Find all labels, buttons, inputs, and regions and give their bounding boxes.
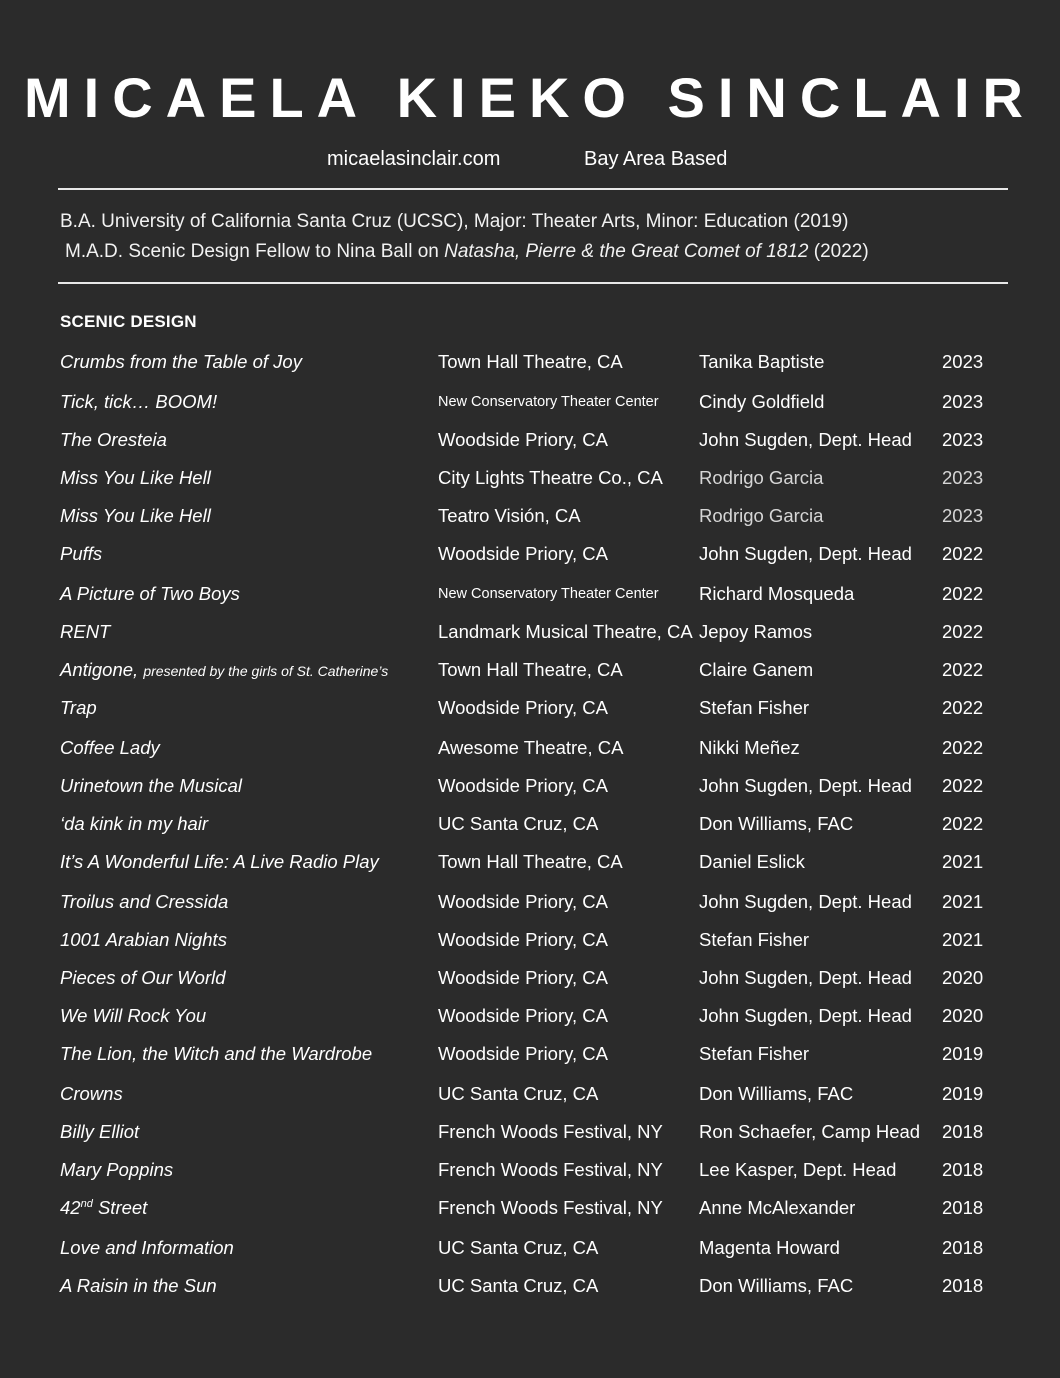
education-degree: B.A. University of California Santa Cruz (UCSC), Major: Theater Arts, Minor: Education (2019) — [60, 211, 849, 232]
credit-title-text: RENT — [60, 621, 111, 642]
credit-venue: UC Santa Cruz, CA — [438, 1275, 599, 1296]
credit-year: 2023 — [942, 391, 984, 412]
credit-venue: UC Santa Cruz, CA — [438, 813, 599, 834]
resume-name: MICAELA KIEKO SINCLAIR — [24, 66, 1036, 129]
credit-director: Magenta Howard — [699, 1237, 840, 1258]
credit-venue: Woodside Priory, CA — [438, 1043, 608, 1064]
fellowship-show: Natasha, Pierre & the Great Comet of 1812 — [444, 241, 809, 262]
credit-title-text: Crumbs from the Table of Joy — [60, 351, 302, 372]
credit-row — [0, 847, 1060, 877]
credit-title-text: A Picture of Two Boys — [60, 583, 240, 604]
credit-venue: New Conservatory Theater Center — [438, 394, 659, 410]
credit-title-note: presented by the girls of St. Catherine’s — [143, 663, 389, 679]
credit-title — [60, 847, 379, 877]
fellowship-prefix: M.A.D. Scenic Design Fellow to Nina Ball on — [65, 241, 439, 262]
credit-title-text: A Raisin in the Sun — [60, 1275, 217, 1296]
credit-title — [60, 539, 102, 569]
credit-title — [60, 347, 302, 377]
credit-title — [60, 1117, 139, 1147]
credit-row — [0, 579, 1060, 609]
credit-title-text: Puffs — [60, 543, 103, 564]
credit-title-text: ‘da kink in my hair — [60, 813, 209, 834]
credit-row — [0, 387, 1060, 417]
credit-venue: Teatro Visión, CA — [438, 505, 581, 526]
credit-title-rest: Street — [92, 1197, 148, 1218]
credit-venue: Woodside Priory, CA — [438, 429, 608, 450]
credit-title — [60, 579, 240, 609]
credit-title-text: Billy Elliot — [60, 1121, 140, 1142]
credit-director: Ron Schaefer, Camp Head — [699, 1121, 921, 1142]
credit-title-text: Miss You Like Hell — [60, 467, 211, 488]
credit-row — [0, 733, 1060, 763]
credit-row — [0, 501, 1060, 531]
credit-row — [0, 1233, 1060, 1263]
credit-director: Stefan Fisher — [699, 697, 810, 718]
credit-title — [60, 1079, 123, 1109]
website-link[interactable]: micaelasinclair.com — [327, 148, 501, 170]
credit-title — [60, 617, 110, 647]
credit-year: 2022 — [942, 775, 984, 796]
credit-title-text: 42 — [60, 1197, 81, 1218]
credit-title — [60, 655, 388, 686]
credit-venue: French Woods Festival, NY — [438, 1121, 663, 1142]
credit-year: 2022 — [942, 813, 984, 834]
credit-title — [60, 887, 228, 917]
credit-venue: Town Hall Theatre, CA — [438, 659, 623, 680]
credit-row — [0, 963, 1060, 993]
section-title-scenic-design: SCENIC DESIGN — [60, 312, 197, 331]
credit-title — [60, 733, 160, 763]
credit-venue: French Woods Festival, NY — [438, 1159, 663, 1180]
credit-year: 2020 — [942, 1005, 984, 1026]
credit-title-text: Troilus and Cressida — [60, 891, 229, 912]
credit-title-superscript: nd — [80, 1197, 93, 1210]
credit-row — [0, 1271, 1060, 1301]
credit-director: Stefan Fisher — [699, 1043, 810, 1064]
credit-venue: Awesome Theatre, CA — [438, 737, 624, 758]
credit-director: John Sugden, Dept. Head — [699, 891, 912, 912]
credit-year: 2022 — [942, 621, 984, 642]
credit-venue: Woodside Priory, CA — [438, 543, 608, 564]
credit-year: 2021 — [942, 891, 984, 912]
credit-venue: French Woods Festival, NY — [438, 1197, 663, 1218]
credit-title — [60, 809, 208, 839]
credit-director: Anne McAlexander — [699, 1197, 856, 1218]
credit-year: 2022 — [942, 543, 984, 564]
credit-director: Jepoy Ramos — [699, 621, 813, 642]
credit-venue: UC Santa Cruz, CA — [438, 1237, 599, 1258]
credit-venue: Town Hall Theatre, CA — [438, 351, 623, 372]
credit-year: 2018 — [942, 1159, 984, 1180]
credit-year: 2018 — [942, 1237, 984, 1258]
credit-director: John Sugden, Dept. Head — [699, 1005, 912, 1026]
credit-title — [60, 1271, 217, 1301]
credit-venue: UC Santa Cruz, CA — [438, 1083, 599, 1104]
credit-row — [0, 1039, 1060, 1069]
credit-year: 2019 — [942, 1043, 984, 1064]
credit-year: 2019 — [942, 1083, 984, 1104]
credit-row — [0, 617, 1060, 647]
credit-director: John Sugden, Dept. Head — [699, 543, 912, 564]
credit-row — [0, 425, 1060, 455]
education-fellowship — [65, 240, 869, 264]
credit-director: Tanika Baptiste — [699, 351, 825, 372]
credit-row — [0, 809, 1060, 839]
credit-director: Rodrigo Garcia — [699, 505, 824, 526]
credit-year: 2021 — [942, 929, 984, 950]
credit-title — [60, 1039, 372, 1069]
credit-title-text: Crowns — [60, 1083, 123, 1104]
credit-year: 2022 — [942, 659, 984, 680]
header-divider — [58, 188, 1008, 190]
credit-title-text: Miss You Like Hell — [60, 505, 211, 526]
credit-venue: New Conservatory Theater Center — [438, 586, 659, 602]
credit-year: 2022 — [942, 697, 984, 718]
credit-venue: Woodside Priory, CA — [438, 929, 608, 950]
credit-title-text: Urinetown the Musical — [60, 775, 242, 796]
credit-title-text: Antigone, — [60, 659, 139, 680]
credit-row — [0, 1079, 1060, 1109]
credit-year: 2018 — [942, 1121, 984, 1142]
credit-row — [0, 925, 1060, 955]
credit-director: Richard Mosqueda — [699, 583, 855, 604]
location-text: Bay Area Based — [584, 148, 728, 170]
credit-row — [0, 539, 1060, 569]
credit-venue: Landmark Musical Theatre, CA — [438, 621, 693, 642]
credit-title-text: Pieces of Our World — [60, 967, 226, 988]
credit-title-text: Coffee Lady — [60, 737, 160, 758]
education-divider — [58, 282, 1008, 284]
credit-venue: Woodside Priory, CA — [438, 891, 608, 912]
credit-year: 2018 — [942, 1197, 984, 1218]
credit-director: John Sugden, Dept. Head — [699, 775, 912, 796]
credit-title-text: The Oresteia — [60, 429, 167, 450]
credit-director: John Sugden, Dept. Head — [699, 429, 912, 450]
credit-director: Nikki Meñez — [699, 737, 800, 758]
credit-venue: City Lights Theatre Co., CA — [438, 467, 663, 488]
credit-title-text: Love and Information — [60, 1237, 234, 1258]
credit-title — [60, 387, 217, 417]
credit-year: 2023 — [942, 505, 984, 526]
fellowship-year: (2022) — [813, 241, 869, 262]
credit-title — [60, 925, 227, 955]
credit-title — [60, 1233, 234, 1263]
credit-venue: Woodside Priory, CA — [438, 697, 608, 718]
credit-row — [0, 655, 1060, 685]
credit-title — [60, 463, 211, 493]
credit-year: 2021 — [942, 851, 984, 872]
credit-row — [0, 463, 1060, 493]
credit-row — [0, 887, 1060, 917]
credit-venue: Town Hall Theatre, CA — [438, 851, 623, 872]
credit-row — [0, 1117, 1060, 1147]
credit-title — [60, 501, 211, 531]
credit-year: 2018 — [942, 1275, 984, 1296]
credit-title-text: It’s A Wonderful Life: A Live Radio Play — [60, 851, 379, 872]
credit-title-text: Trap — [60, 697, 97, 718]
credit-director: Cindy Goldfield — [699, 391, 825, 412]
credit-title — [60, 963, 226, 993]
credit-title-text: The Lion, the Witch and the Wardrobe — [60, 1043, 373, 1064]
credit-title-text: Tick, tick… BOOM! — [60, 391, 218, 412]
credit-row — [0, 1193, 1060, 1223]
credit-title-text: Mary Poppins — [60, 1159, 174, 1180]
credit-venue: Woodside Priory, CA — [438, 967, 608, 988]
credit-row — [0, 347, 1060, 377]
credit-title-text: We Will Rock You — [60, 1005, 207, 1026]
credit-title — [60, 1001, 206, 1031]
credit-title — [60, 693, 97, 723]
credit-venue: Woodside Priory, CA — [438, 1005, 608, 1026]
credit-director: Don Williams, FAC — [699, 1083, 854, 1104]
credit-director: Claire Ganem — [699, 659, 814, 680]
credit-year: 2023 — [942, 467, 984, 488]
credit-year: 2022 — [942, 583, 984, 604]
credit-title — [60, 1155, 173, 1185]
credit-director: Don Williams, FAC — [699, 813, 854, 834]
credit-title-text: 1001 Arabian Nights — [60, 929, 227, 950]
credit-year: 2022 — [942, 737, 984, 758]
credit-year: 2023 — [942, 351, 984, 372]
credit-row — [0, 1155, 1060, 1185]
credit-director: Stefan Fisher — [699, 929, 810, 950]
credit-row — [0, 1001, 1060, 1031]
credit-director: John Sugden, Dept. Head — [699, 967, 912, 988]
credit-row — [0, 693, 1060, 723]
credit-title — [60, 1193, 147, 1223]
credit-title — [60, 771, 242, 801]
credit-director: Rodrigo Garcia — [699, 467, 824, 488]
credit-title — [60, 425, 167, 455]
credit-director: Lee Kasper, Dept. Head — [699, 1159, 897, 1180]
credit-director: Don Williams, FAC — [699, 1275, 854, 1296]
credit-year: 2023 — [942, 429, 984, 450]
credit-year: 2020 — [942, 967, 984, 988]
credit-director: Daniel Eslick — [699, 851, 805, 872]
credit-row — [0, 771, 1060, 801]
credit-venue: Woodside Priory, CA — [438, 775, 608, 796]
